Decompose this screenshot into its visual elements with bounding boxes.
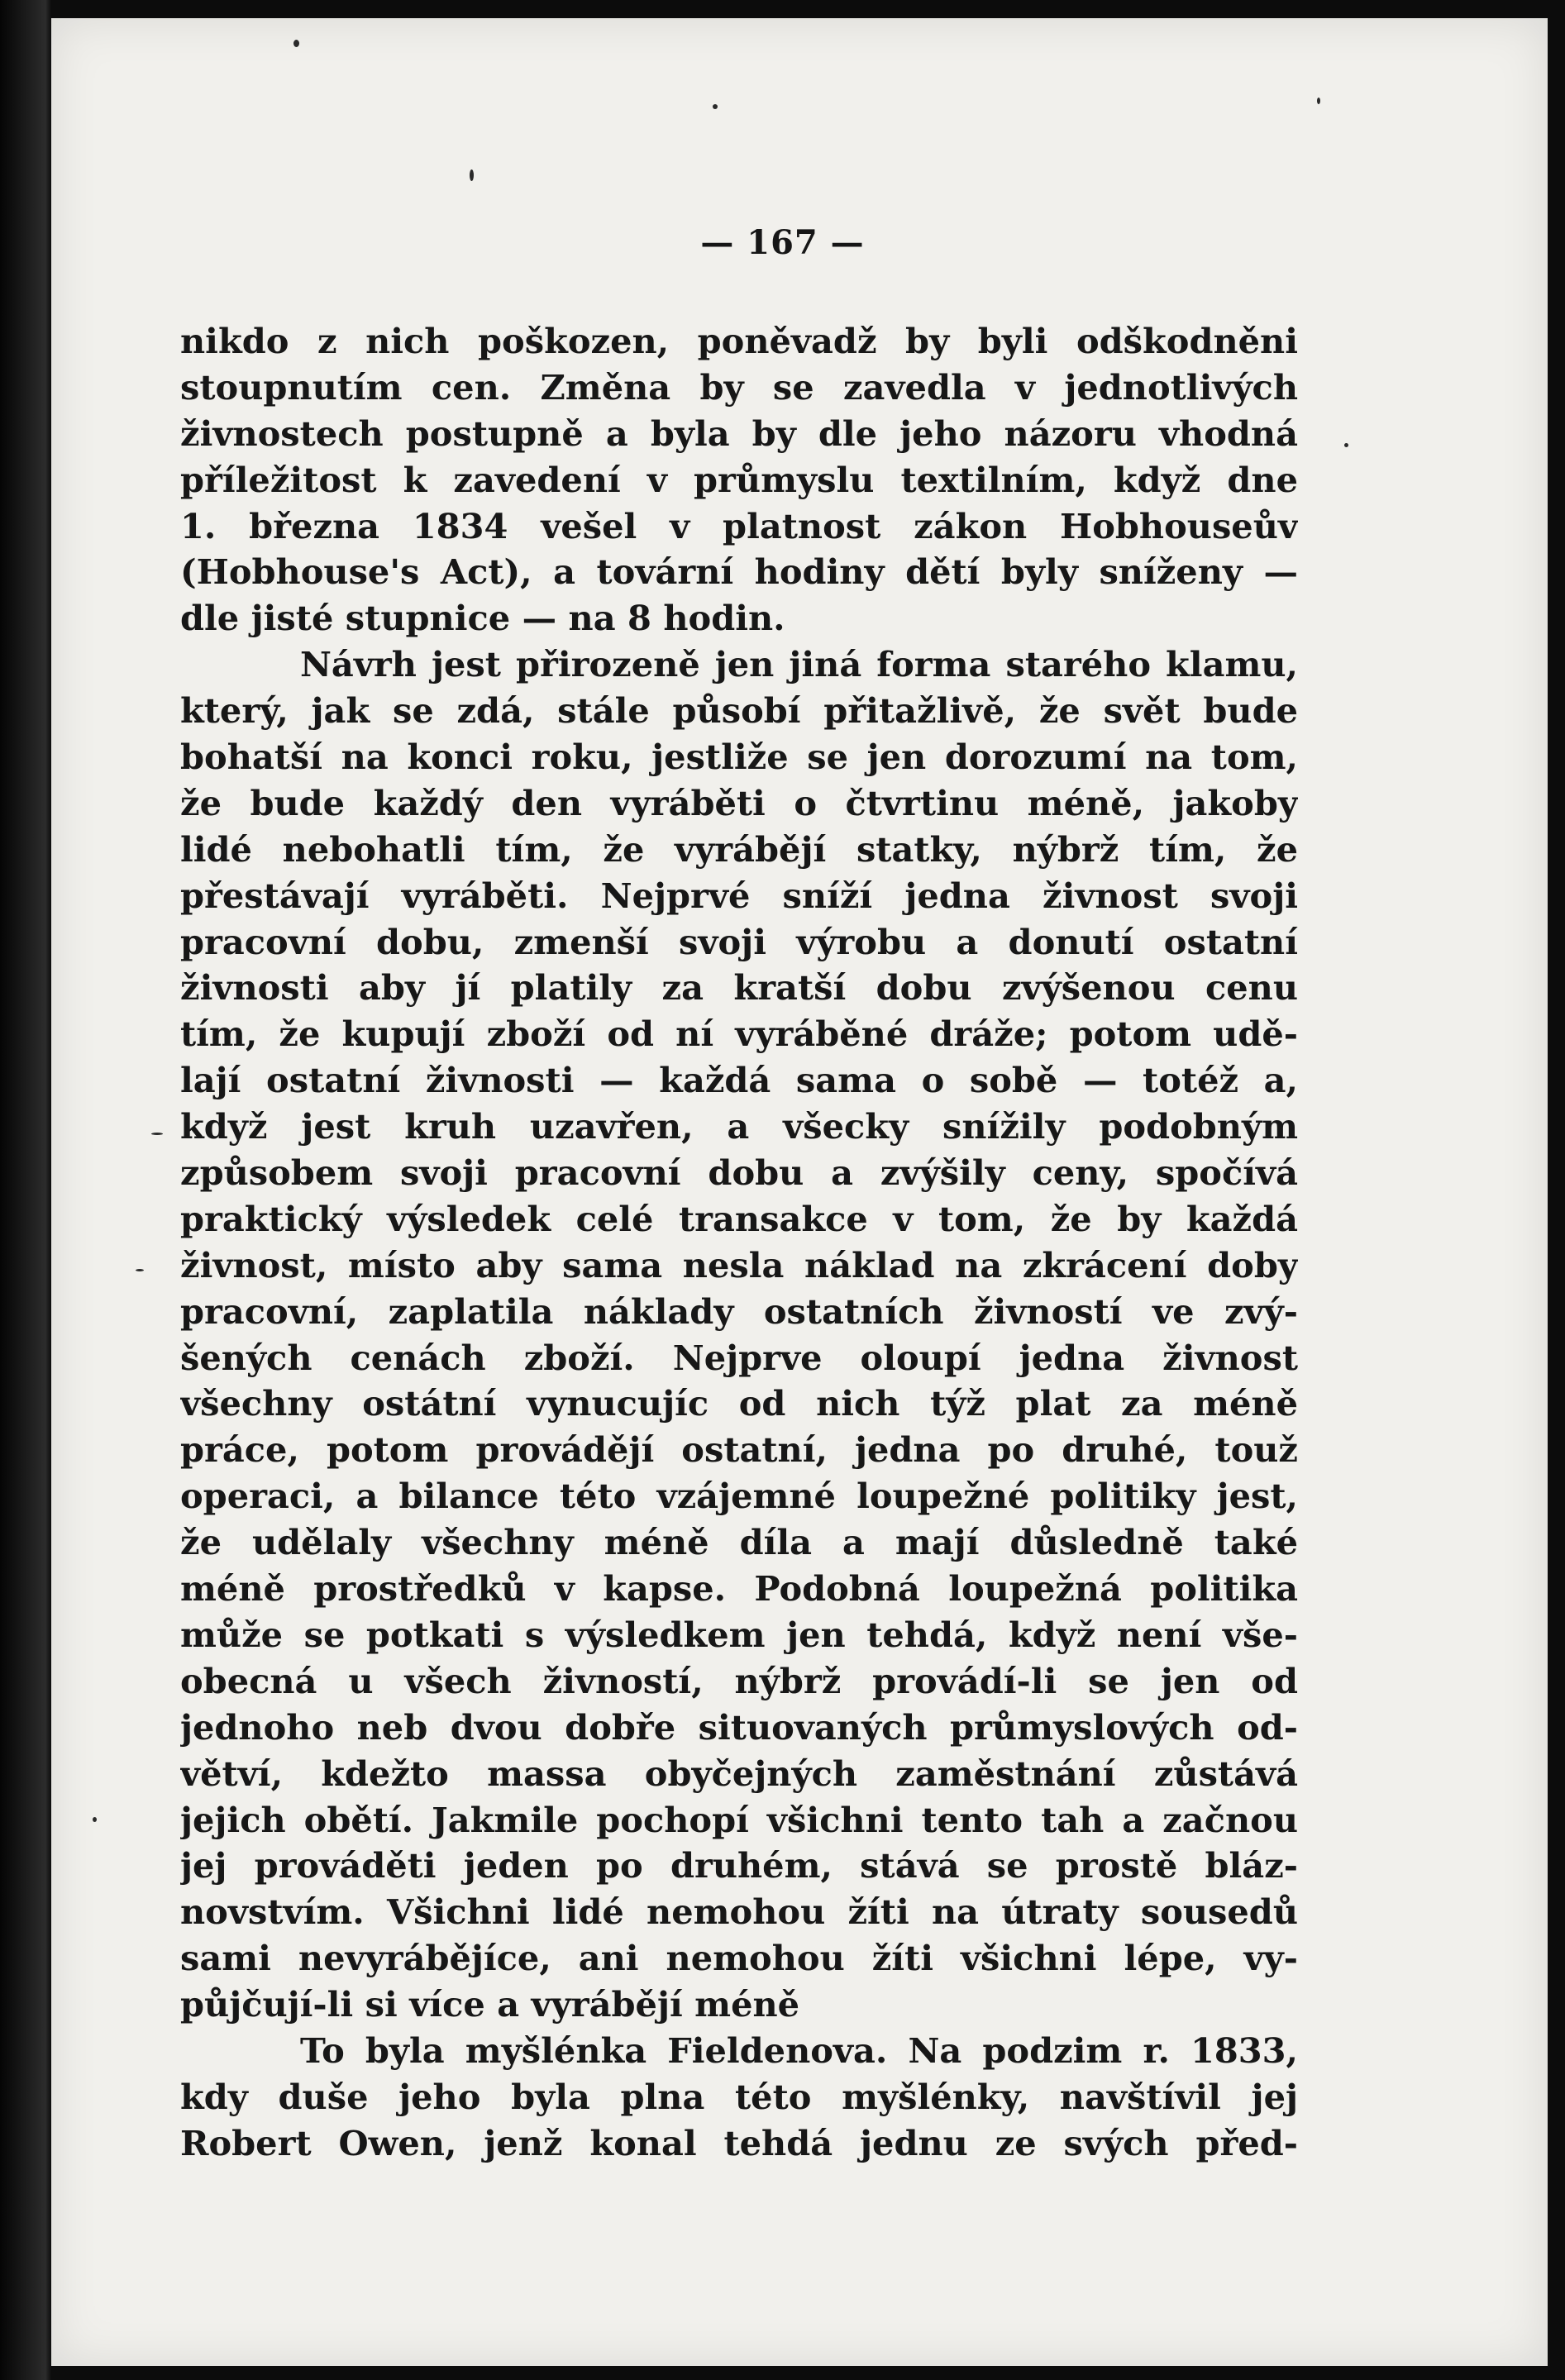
text-line: tím, že kupují zboží od ní vyráběné dráže; potom udě- (180, 1014, 1298, 1055)
text-line: práce, potom provádějí ostatní, jedna po druhé, touž (180, 1429, 1298, 1471)
text-line: (Hobhouse's Act), a tovární hodiny dětí byly sníženy — (180, 551, 1298, 593)
text-line: pracovní, zaplatila náklady ostatních živností ve zvý- (180, 1290, 1298, 1332)
scan-speck (713, 104, 718, 109)
text-line: dle jisté stupnice — na 8 hodin. (180, 598, 785, 639)
text-line: operaci, a bilance této vzájemné loupežné politiky jest, (180, 1476, 1298, 1517)
body-text (180, 318, 1298, 2167)
text-line: sami nevyrábějíce, ani nemohou žíti všichni lépe, vy- (180, 1938, 1298, 1979)
scan-speck (470, 169, 474, 181)
text-line: půjčují-li si více a vyrábějí méně (180, 1984, 800, 2025)
text-line: méně prostředků v kapse. Podobná loupežná politika (180, 1568, 1298, 1610)
text-line: větví, kdežto massa obyčejných zaměstnání zůstává (180, 1753, 1298, 1794)
text-line: bohatší na konci roku, jestliže se jen dorozumí na tom, (180, 737, 1298, 778)
page-binding-edge (0, 0, 51, 2380)
text-line: jej prováděti jeden po druhém, stává se prostě bláz- (180, 1845, 1298, 1886)
text-line: nikdo z nich poškozen, poněvadž by byli odškodněni (180, 321, 1298, 361)
text-line: lidé nebohatli tím, že vyrábějí statky, nýbrž tím, že (180, 828, 1298, 870)
text-line: způsobem svoji pracovní dobu a zvýšily ceny, spočívá (180, 1152, 1298, 1194)
text-line: jejich obětí. Jakmile pochopí všichni tento tah a začnou (180, 1799, 1298, 1840)
text-line: živnostech postupně a byla by dle jeho názoru vhodná (180, 413, 1298, 454)
scan-speck (293, 40, 299, 47)
scan-speck (151, 1133, 163, 1135)
text-line: 1. března 1834 vešel v platnost zákon Hobhouseův (180, 505, 1298, 546)
text-line: že udělaly všechny méně díla a mají důsledně také (180, 1522, 1298, 1563)
text-line: To byla myšlénka Fieldenova. Na podzim r. 1833, (300, 2029, 1298, 2071)
text-line: že bude každý den vyráběti o čtvrtinu méně, jakoby (180, 782, 1298, 823)
text-line: Robert Owen, jenž konal tehdá jednu ze svých před- (180, 2122, 1298, 2163)
text-line: který, jak se zdá, stále působí přitažlivě, že svět bude (180, 690, 1298, 732)
text-line: jednoho neb dvou dobře situovaných průmyslových od- (180, 1706, 1298, 1748)
text-line: kdy duše jeho byla plna této myšlénky, navštívil jej (180, 2076, 1298, 2117)
text-line: živnosti aby jí platily za kratší dobu zvýšenou cenu (180, 967, 1298, 1009)
text-line: obecná u všech živností, nýbrž provádí-li se jen od (180, 1660, 1298, 1701)
text-line: když jest kruh uzavřen, a všecky snížily podobným (180, 1106, 1298, 1147)
scan-speck (1317, 98, 1320, 104)
scan-speck (93, 1817, 97, 1822)
text-line: šených cenách zboží. Nejprve oloupí jedna živnost (180, 1337, 1298, 1378)
text-line: přestávají vyráběti. Nejprvé sníží jedna živnost svoji (180, 875, 1298, 916)
text-line: Návrh jest přirozeně jen jiná forma starého klamu, (300, 644, 1298, 685)
text-line: praktický výsledek celé transakce v tom, že by každá (180, 1198, 1298, 1239)
scan-speck (1344, 443, 1348, 447)
text-line: novstvím. Všichni lidé nemohou žíti na útraty sousedů (180, 1891, 1298, 1933)
text-line: všechny ostátní vynucujíc od nich týž plat za méně (180, 1383, 1298, 1424)
text-line: příležitost k zavedení v průmyslu textilním, když dne (180, 459, 1298, 500)
text-line: může se potkati s výsledkem jen tehdá, když není vše- (180, 1614, 1298, 1655)
text-line: pracovní dobu, zmenší svoji výrobu a donutí ostatní (180, 921, 1298, 962)
text-line: lají ostatní živnosti — každá sama o sobě — totéž a, (180, 1060, 1298, 1101)
scan-speck (136, 1269, 144, 1271)
text-line: živnost, místo aby sama nesla náklad na zkrácení doby (180, 1244, 1298, 1285)
text-line: stoupnutím cen. Změna by se zavedla v jednotlivých (180, 366, 1298, 408)
page-number: — 167 — (700, 223, 865, 262)
